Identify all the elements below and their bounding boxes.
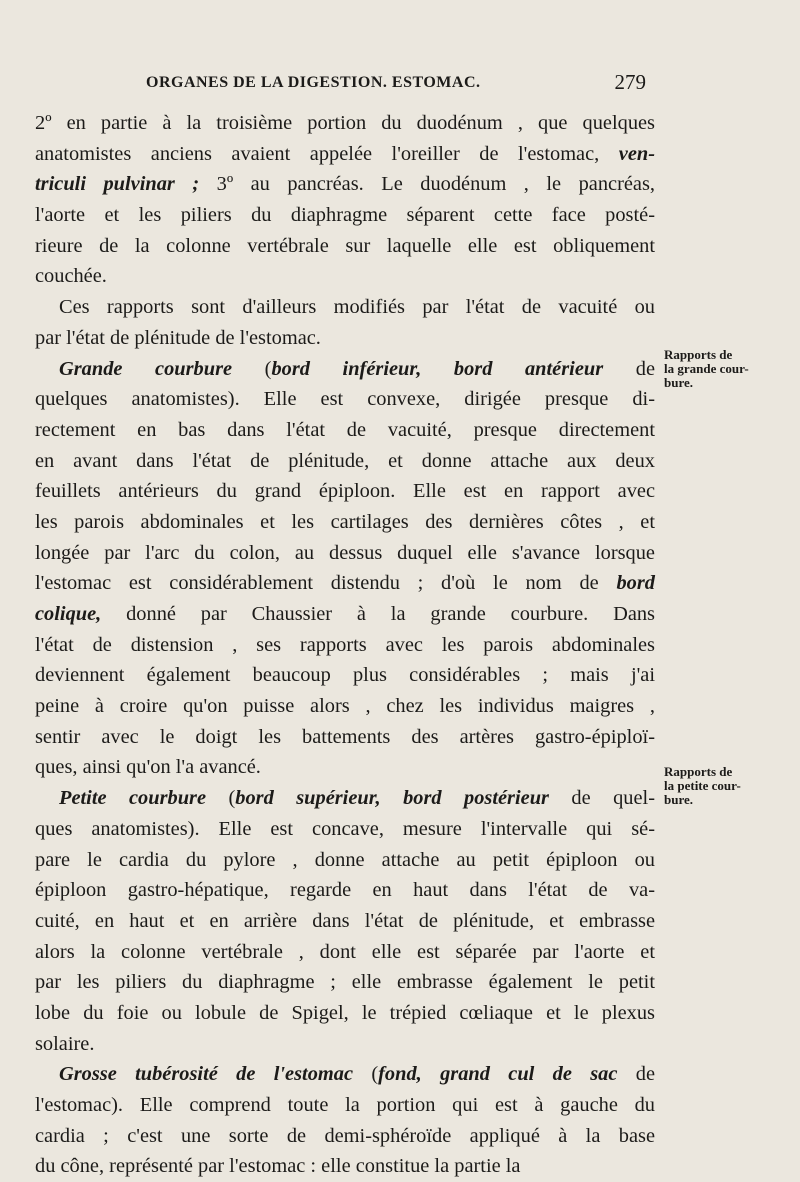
text-run: l'aorte et les piliers du diaphragme séparent cette face posté- bbox=[35, 204, 655, 227]
text-line bbox=[35, 568, 655, 599]
text-line bbox=[35, 783, 655, 814]
text-run: couchée. bbox=[35, 265, 107, 288]
text-run: cuité, en haut et en arrière dans l'état de plénitude, et embrasse bbox=[35, 909, 655, 932]
text-line bbox=[35, 906, 655, 937]
text-line bbox=[35, 384, 655, 415]
text-line bbox=[35, 752, 655, 783]
running-head: ORGANES DE LA DIGESTION. ESTOMAC. bbox=[146, 74, 481, 91]
text-line bbox=[35, 660, 655, 691]
text-run: rieure de la colonne vertébrale sur laquelle elle est obliquement bbox=[35, 234, 655, 257]
text-line bbox=[35, 722, 655, 753]
text-line bbox=[35, 875, 655, 906]
text-run: en avant dans l'état de plénitude, et donne attache aux deux bbox=[35, 449, 655, 472]
text-run: 3º au pancréas. Le duodénum , le pancréas, bbox=[199, 173, 656, 196]
text-line bbox=[35, 967, 655, 998]
text-run: de quel- bbox=[549, 787, 656, 810]
text-line bbox=[35, 998, 655, 1029]
text-line bbox=[35, 937, 655, 968]
text-run: de bbox=[603, 357, 655, 380]
italic-run: ven- bbox=[618, 142, 655, 165]
text-line bbox=[35, 507, 655, 538]
text-run: anatomistes anciens avaient appelée l'oreiller de l'estomac, bbox=[35, 142, 619, 165]
text-run: les parois abdominales et les cartilages des dernières côtes , et bbox=[35, 510, 655, 533]
text-line bbox=[35, 200, 655, 231]
text-run: du cône, représenté par l'estomac : elle constitue la partie la bbox=[35, 1155, 521, 1178]
italic-run: Grande courbure bbox=[59, 357, 233, 380]
margin-note-line: la petite cour- bbox=[664, 778, 741, 793]
text-line bbox=[35, 538, 655, 569]
text-line bbox=[35, 630, 655, 661]
text-line bbox=[35, 845, 655, 876]
text-run: pare le cardia du pylore , donne attache au petit épiploon ou bbox=[35, 848, 655, 871]
page-header bbox=[146, 70, 656, 98]
text-run: lobe du foie ou lobule de Spigel, le trépied cœliaque et le plexus bbox=[35, 1001, 655, 1024]
text-run: 2º en partie à la troisième portion du duodénum , que quelques bbox=[35, 112, 655, 134]
text-line bbox=[35, 1029, 655, 1060]
text-line bbox=[35, 1059, 655, 1090]
text-run: ( bbox=[206, 787, 236, 810]
italic-run: Petite courbure bbox=[59, 787, 207, 810]
text-line bbox=[35, 354, 655, 385]
text-line bbox=[35, 476, 655, 507]
text-run: quelques anatomistes). Elle est convexe, dirigée presque di- bbox=[35, 388, 655, 411]
margin-note-grande-courbure bbox=[664, 348, 774, 390]
text-run: par l'état de plénitude de l'estomac. bbox=[35, 326, 321, 349]
text-line bbox=[35, 1090, 655, 1121]
text-run: ( bbox=[353, 1063, 379, 1086]
margin-note-line: la grande cour- bbox=[664, 361, 749, 376]
text-line bbox=[35, 415, 655, 446]
text-line bbox=[35, 446, 655, 477]
text-run: rectement en bas dans l'état de vacuité, presque directement bbox=[35, 418, 655, 441]
margin-note-line: bure. bbox=[664, 375, 694, 390]
text-line bbox=[35, 169, 655, 200]
italic-run: triculi pulvinar ; bbox=[35, 173, 200, 196]
text-run: l'état de distension , ses rapports avec les parois abdominales bbox=[35, 633, 655, 656]
text-line bbox=[35, 231, 655, 262]
margin-note-line: Rapports de bbox=[664, 764, 733, 779]
text-run: longée par l'arc du colon, au dessus duquel elle s'avance lorsque bbox=[35, 541, 655, 564]
margin-note-line: bure. bbox=[664, 792, 694, 807]
text-run: ques, ainsi qu'on l'a avancé. bbox=[35, 756, 261, 779]
text-line bbox=[35, 1151, 655, 1182]
text-line bbox=[35, 139, 655, 170]
text-line bbox=[35, 323, 655, 354]
text-line bbox=[35, 814, 655, 845]
text-line bbox=[35, 1121, 655, 1152]
italic-run: bord bbox=[616, 572, 655, 595]
italic-run: bord inférieur, bord antérieur bbox=[271, 357, 604, 380]
text-run: Ces rapports sont d'ailleurs modifiés par l'état de vacuité ou bbox=[59, 296, 655, 319]
italic-run: fond, grand cul de sac bbox=[378, 1063, 618, 1086]
text-run: alors la colonne vertébrale , dont elle est séparée par l'aorte et bbox=[35, 940, 655, 963]
text-run: solaire. bbox=[35, 1032, 95, 1055]
text-run: sentir avec le doigt les battements des artères gastro-épiploï- bbox=[35, 725, 655, 748]
text-run: cardia ; c'est une sorte de demi-sphéroïde appliqué à la base bbox=[35, 1124, 655, 1147]
italic-run: Grosse tubérosité de l'estomac bbox=[59, 1063, 353, 1086]
text-run: ques anatomistes). Elle est concave, mesure l'intervalle qui sé- bbox=[35, 817, 655, 840]
text-run: épiploon gastro-hépatique, regarde en haut dans l'état de va- bbox=[35, 879, 655, 902]
text-run: l'estomac). Elle comprend toute la portion qui est à gauche du bbox=[35, 1094, 655, 1116]
margin-note-line: Rapports de bbox=[664, 347, 733, 362]
text-run: ( bbox=[232, 357, 272, 380]
text-run: peine à croire qu'on puisse alors , chez les individus maigres , bbox=[35, 695, 655, 718]
text-line bbox=[35, 599, 655, 630]
text-line bbox=[35, 261, 655, 292]
margin-note-petite-courbure bbox=[664, 765, 774, 807]
text-run: par les piliers du diaphragme ; elle embrasse également le petit bbox=[35, 971, 655, 994]
italic-run: colique, bbox=[35, 603, 102, 625]
text-run: donné par Chaussier à la grande courbure. Dans bbox=[101, 603, 655, 625]
text-line bbox=[35, 691, 655, 722]
text-run: feuillets antérieurs du grand épiploon. Elle est en rapport avec bbox=[35, 480, 655, 503]
text-line bbox=[35, 108, 655, 139]
text-run: deviennent également beaucoup plus considérables ; mais j'ai bbox=[35, 664, 655, 687]
body-text bbox=[35, 108, 655, 1182]
text-run: de bbox=[617, 1063, 655, 1086]
italic-run: bord supérieur, bord postérieur bbox=[235, 787, 549, 810]
text-run: l'estomac est considérablement distendu ; d'où le nom de bbox=[35, 572, 617, 595]
page-number: 279 bbox=[614, 70, 646, 94]
text-line bbox=[35, 292, 655, 323]
